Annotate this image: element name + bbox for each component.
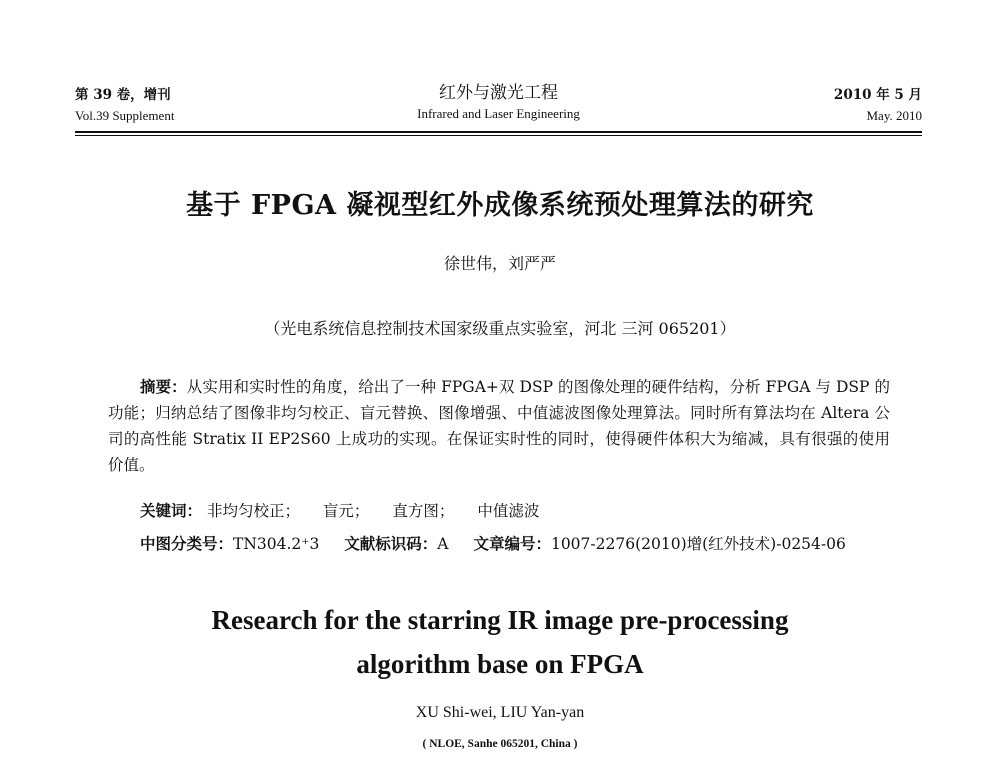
paper-title-cn: 基于 FPGA 凝视型红外成像系统预处理算法的研究 <box>186 190 814 221</box>
article-number-label: 文章编号： <box>473 535 551 553</box>
authors-cn: 徐世伟，刘严严 <box>443 254 556 273</box>
abstract-label: 摘要： <box>140 378 187 396</box>
paper-title-en <box>0 598 1000 686</box>
title-en-line1: Research for the starring IR image pre-processing <box>211 605 789 635</box>
keyword-2: 盲元； <box>322 502 370 520</box>
doc-code-label: 文献标识码： <box>344 535 438 553</box>
keywords-line <box>140 499 539 523</box>
keyword-1: 非均匀校正； <box>206 502 300 520</box>
journal-name-cn: 红外与激光工程 <box>439 83 558 103</box>
journal-name-en: Infrared and Laser Engineering <box>417 106 580 121</box>
keyword-4: 中值滤波 <box>477 502 540 520</box>
abstract-cn <box>108 374 890 478</box>
header-rule-thin <box>75 135 922 136</box>
header-date <box>834 86 922 124</box>
volume-en: Vol.39 Supplement <box>75 108 175 123</box>
date-cn: 2010 年 5 月 <box>833 87 922 103</box>
affiliation-en: ( NLOE, Sanhe 065201, China ) <box>422 738 578 750</box>
header-rule-thick <box>75 131 922 133</box>
article-number-value: 1007-2276(2010)增(红外技术)-0254-06 <box>550 535 846 553</box>
volume-cn: 第 39 卷，增刊 <box>75 87 171 103</box>
affiliation-cn: （光电系统信息控制技术国家级重点实验室，河北 三河 065201） <box>264 319 736 338</box>
abstract-text: 从实用和实时性的角度，给出了一种 FPGA+双 DSP 的图像处理的硬件结构，分析 FPGA 与 DSP 的功能；归纳总结了图像非均匀校正、盲元替换、图像增强、中值滤波图像处理算法。同时所有算法均在 Altera 公司的高性能 Stratix II EP2S60 上成功的实现。在保证实时性的同时，使得硬件体积大为缩减，具有很强的使用价值。 <box>108 378 890 474</box>
header-journal <box>75 83 922 122</box>
classification-line <box>140 532 846 556</box>
date-en: May. 2010 <box>866 108 922 123</box>
title-en-line2: algorithm base on FPGA <box>356 649 644 679</box>
clc-value: TN304.2⁺3 <box>233 535 320 553</box>
clc-label: 中图分类号： <box>140 535 234 553</box>
keywords-label: 关键词： <box>140 502 203 520</box>
keyword-3: 直方图； <box>392 502 455 520</box>
journal-header <box>75 83 922 134</box>
authors-en: XU Shi-wei, LIU Yan-yan <box>415 704 585 721</box>
doc-code-value: A <box>437 535 449 553</box>
